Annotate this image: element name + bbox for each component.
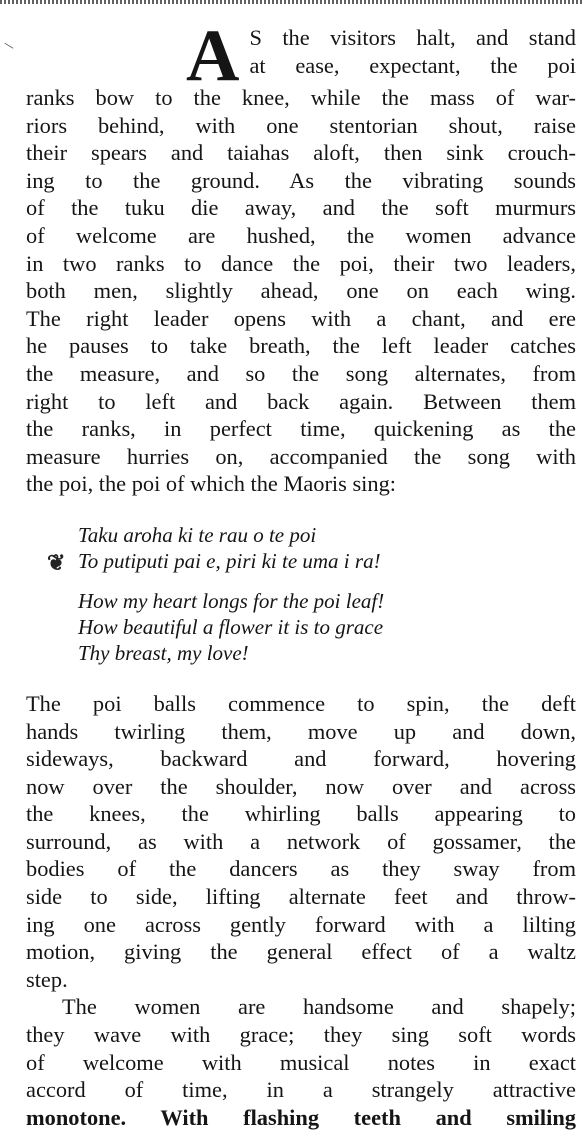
paragraph-women — [26, 993, 576, 1131]
text-line: sideways, backward and forward, hovering — [26, 746, 576, 772]
scan-mark-icon: \ — [3, 39, 16, 54]
text-line: of welcome with musical notes in exact — [26, 1049, 576, 1075]
text-line: of the tuku die away, and the soft murmurs — [26, 195, 576, 221]
text-line: ranks bow to the knee, while the mass of war- — [26, 85, 576, 110]
poem-line: Thy breast, my love! — [78, 640, 249, 665]
text-line: ing to the ground. As the vibrating sounds — [26, 167, 576, 193]
text-line: hands twirling them, move up and down, — [26, 718, 576, 744]
text-line: at ease, expectant, the poi — [249, 52, 576, 78]
text-line: now over the shoulder, now over and across — [26, 773, 576, 799]
paragraph-poi-balls — [26, 690, 576, 994]
poem-maori — [26, 522, 576, 574]
text-line: step. — [26, 966, 68, 992]
poem-english — [26, 588, 576, 666]
text-line: The poi balls commence to spin, the deft — [26, 690, 576, 716]
text-line: motion, giving the general effect of a waltz — [26, 939, 576, 965]
text-line: monotone. With flashing teeth and smiling — [26, 1104, 576, 1130]
text-line: right to left and back again. Between them — [26, 388, 576, 414]
top-border — [0, 0, 582, 4]
poem-line: How beautiful a flower it is to grace — [78, 614, 384, 639]
text-line: measure hurries on, accompanied the song with — [26, 443, 576, 469]
text-line: in two ranks to dance the poi, their two leaders, — [26, 250, 576, 276]
text-line: the ranks, in perfect time, quickening as the — [26, 416, 576, 442]
text-line: the measure, and so the song alternates, from — [26, 360, 576, 386]
text-line: side to side, lifting alternate feet and throw- — [26, 884, 576, 910]
text-line: bodies of the dancers as they sway from — [26, 856, 576, 882]
text-line: both men, slightly ahead, one on each wing. — [26, 278, 576, 304]
text-line: accord of time, in a strangely attractive — [26, 1077, 576, 1103]
text-line: surround, as with a network of gossamer, the — [26, 828, 576, 854]
text-line: the knees, the whirling balls appearing to — [26, 801, 576, 827]
ink-blot-icon: ❦ — [47, 550, 66, 575]
poem-line: How my heart longs for the poi leaf! — [78, 588, 385, 613]
paragraph-opening — [26, 15, 576, 498]
text-line: riors behind, with one stentorian shout, raise — [26, 112, 576, 138]
poem-line: To putiputi pai e, piri ki te uma i ra! — [78, 548, 381, 573]
poem-line: Taku aroha ki te rau o te poi — [78, 522, 317, 547]
text-line: their spears and taiahas aloft, then sink crouch- — [26, 140, 576, 166]
document-page — [26, 15, 576, 1131]
text-line: of welcome are hushed, the women advance — [26, 222, 576, 248]
drop-cap: A — [186, 15, 240, 97]
text-line: ing one across gently forward with a lilting — [26, 911, 576, 937]
text-line: S the visitors halt, and stand — [249, 25, 576, 50]
text-line: they wave with grace; they sing soft words — [26, 1022, 576, 1048]
text-line: the poi, the poi of which the Maoris sing: — [26, 471, 397, 497]
text-line: he pauses to take breath, the left leader catches — [26, 333, 576, 359]
text-line: The women are handsome and shapely; — [62, 994, 576, 1020]
text-line: The right leader opens with a chant, and ere — [26, 305, 576, 331]
